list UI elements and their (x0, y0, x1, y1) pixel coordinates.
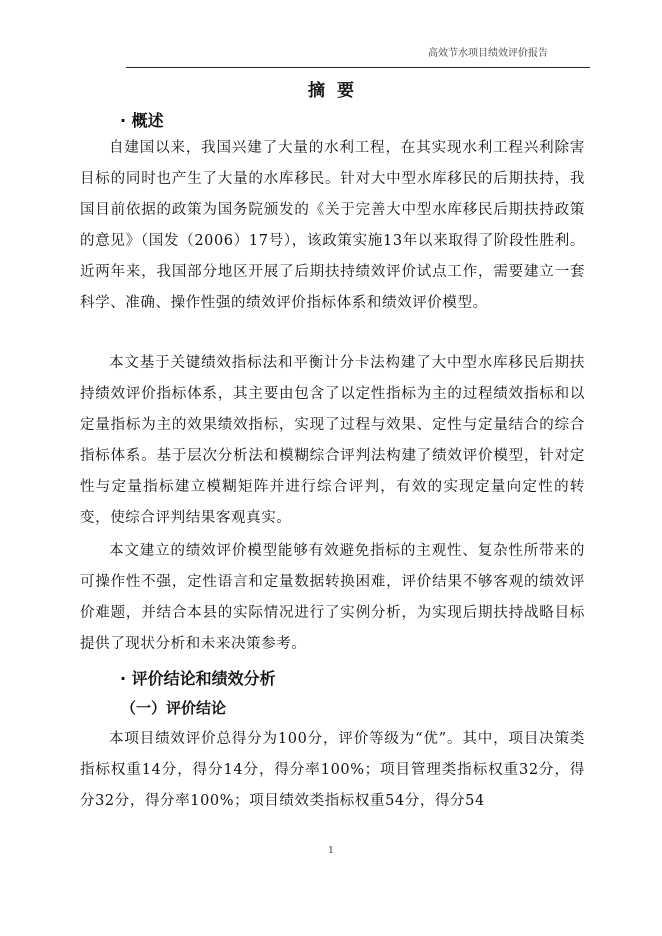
running-header: 高效节水项目绩效评价报告 (428, 48, 548, 59)
header-rule (126, 67, 590, 68)
section-heading-conclusion: · 评价结论和绩效分析 (120, 669, 276, 688)
overview-paragraph-1: 自建国以来，我国兴建了大量的水利工程，在其实现水利工程兴利除害目标的同时也产生了大量的水库移民。针对大中型水库移民的后期扶持，我国目前依据的政策为国务院颁发的《关于完善大中型水库移民后期扶持政策的意见》（国发（2006）17号），该政策实施13年以来取得了阶段性胜利。近两年来，我国部分地区开展了后期扶持绩效评价试点工作，需要建立一套科学、准确、操作性强的绩效评价指标体系和绩效评价模型。 (80, 140, 585, 311)
subsection-heading-evaluation: （一）评价结论 (121, 699, 227, 717)
page-number: 1 (328, 846, 334, 856)
overview-paragraph-2: 本文基于关键绩效指标法和平衡计分卡法构建了大中型水库移民后期扶持绩效评价指标体系，其主要由包含了以定性指标为主的过程绩效指标和以定量指标为主的效果绩效指标，实现了过程与效果、定性与定量结合的综合指标体系。基于层次分析法和模糊综合评判法构建了绩效评价模型，针对定性与定量指标建立模糊矩阵并进行综合评判，有效的实现定量向定性的转变，使综合评判结果客观真实。 (80, 355, 585, 526)
conclusion-paragraph-1: 本项目绩效评价总得分为100分，评价等级为“优”。其中，项目决策类指标权重14分，得分14分，得分率100%；项目管理类指标权重32分，得分32分，得分率100%；项目绩效类指标权重54分，得分54 (80, 731, 585, 809)
page-title: 摘要 (308, 81, 366, 101)
section-heading-overview: · 概述 (120, 111, 164, 130)
overview-paragraph-3: 本文建立的绩效评价模型能够有效避免指标的主观性、复杂性所带来的可操作性不强，定性语言和定量数据转换困难，评价结果不够客观的绩效评价难题，并结合本县的实际情况进行了实例分析，为实现后期扶持战略目标提供了现状分析和未来决策参考。 (80, 543, 585, 652)
